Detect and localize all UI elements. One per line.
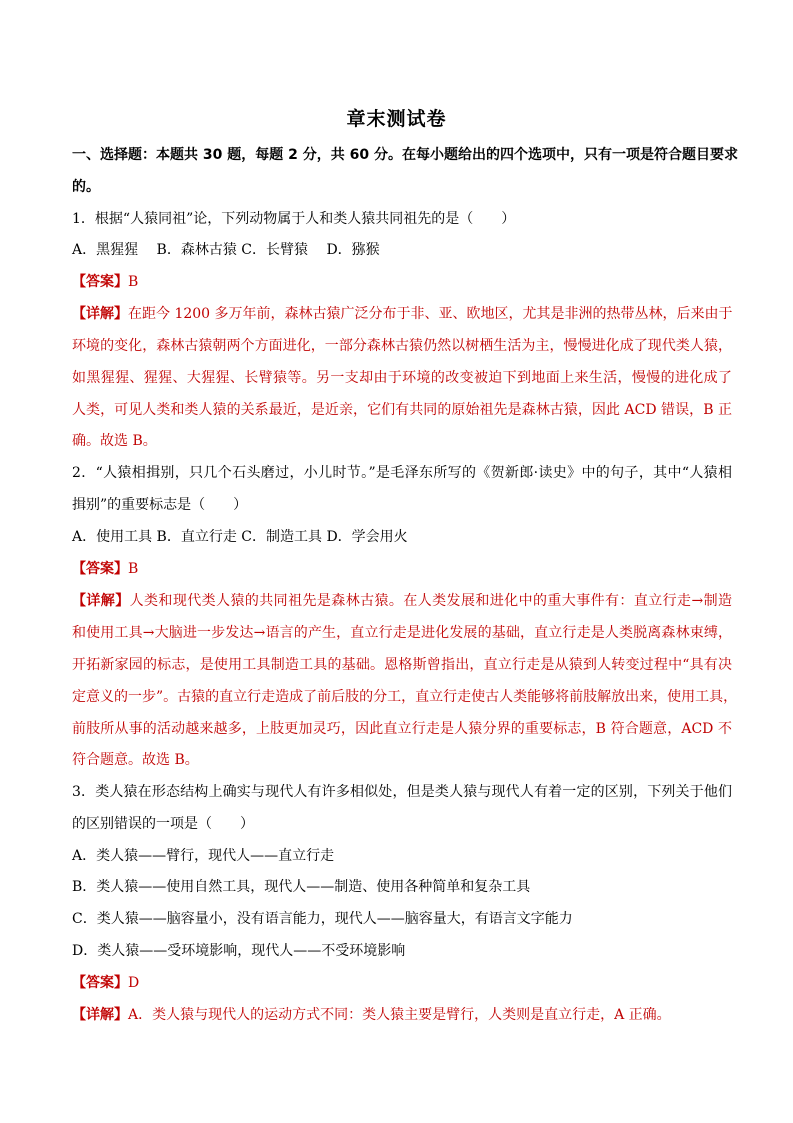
- q3-detail-line-1: [72, 1006, 732, 1024]
- q3-stem-line-2: 的区别错误的一项是（ ）: [72, 816, 254, 832]
- q2-detail-line-4: 定意义的一步”。古猿的直立行走造成了前后肢的分工，直立行走使古人类能够将前肢解放出来，使用工具，: [72, 689, 738, 705]
- page-title: 章末测试卷: [346, 108, 447, 130]
- detail-tag: 【详解】: [72, 1007, 128, 1023]
- q1-detail-line-1: [72, 305, 732, 323]
- q1-options: A．黑猩猩 B．森林古猿 C．长臂猿 D．猕猴: [72, 242, 380, 258]
- q2-detail-line-2: 和使用工具→大脑进一步发达→语言的产生，直立行走是进化发展的基础，直立行走是人类脱离森林束缚，: [72, 625, 732, 641]
- q3-option-b: B．类人猿——使用自然工具，现代人——制造、使用各种简单和复杂工具: [72, 879, 531, 895]
- answer-tag: 【答案】: [72, 561, 128, 577]
- q2-stem-line-1: 2．“人猿相揖别，只几个石头磨过，小儿时节。”是毛泽东所写的《贺新郎·读史》中的句子，其中“人猿相: [72, 465, 732, 481]
- q2-answer: [72, 560, 732, 578]
- q3-answer: [72, 974, 732, 992]
- answer-tag: 【答案】: [72, 975, 128, 991]
- section-instructions-line-2: 的。: [72, 179, 100, 195]
- answer-value: D: [128, 975, 140, 991]
- q3-option-d: D．类人猿——受环境影响，现代人——不受环境影响: [72, 943, 406, 959]
- q2-detail-line-6: 符合题意。故选 B。: [72, 752, 199, 768]
- detail-tag: 【详解】: [72, 306, 128, 322]
- q3-stem-line-1: 3．类人猿在形态结构上确实与现代人有许多相似处，但是类人猿与现代人有着一定的区别，下列关于他们: [72, 784, 732, 800]
- answer-value: B: [128, 274, 139, 290]
- detail-text: 人类和现代类人猿的共同祖先是森林古猿。在人类发展和进化中的重大事件有：直立行走→制造: [129, 593, 732, 609]
- q2-options: A．使用工具 B．直立行走 C．制造工具 D．学会用火: [72, 529, 408, 545]
- q2-detail-line-3: 开拓新家园的标志，是使用工具制造工具的基础。恩格斯曾指出，直立行走是从猿到人转变过程中“具有决: [72, 657, 732, 673]
- q2-detail-line-5: 前肢所从事的活动越来越多，上肢更加灵巧，因此直立行走是人猿分界的重要标志，B 符合题意，ACD 不: [72, 721, 732, 737]
- q3-option-c: C．类人猿——脑容量小，没有语言能力，现代人——脑容量大，有语言文字能力: [72, 911, 573, 927]
- q1-answer: [72, 273, 732, 291]
- q1-detail-line-5: 确。故选 B。: [72, 433, 157, 449]
- q1-detail-line-2: 环境的变化，森林古猿朝两个方面进化，一部分森林古猿仍然以树栖生活为主，慢慢进化成了现代类人猿，: [72, 338, 732, 354]
- q1-detail-line-3: 如黑猩猩、猩猩、大猩猩、长臂猿等。另一支却由于环境的改变被迫下到地面上来生活，慢慢的进化成了: [72, 370, 732, 386]
- detail-tag: 【详解】: [72, 593, 130, 609]
- detail-text: A．类人猿与现代人的运动方式不同：类人猿主要是臂行，人类则是直立行走，A 正确。: [128, 1007, 671, 1023]
- answer-value: B: [128, 561, 139, 577]
- answer-tag: 【答案】: [72, 274, 128, 290]
- q2-stem-line-2: 揖别”的重要标志是（ ）: [72, 497, 248, 513]
- q3-option-a: A．类人猿——臂行，现代人——直立行走: [72, 848, 335, 864]
- q2-detail-line-1: [72, 592, 732, 610]
- q1-stem: 1．根据“人猿同祖”论，下列动物属于人和类人猿共同祖先的是（ ）: [72, 211, 516, 227]
- q1-detail-line-4: 人类，可见人类和类人猿的关系最近，是近亲，它们有共同的原始祖先是森林古猿，因此 ACD 错误，B 正: [72, 402, 732, 418]
- detail-text: 在距今 1200 多万年前，森林古猿广泛分布于非、亚、欧地区，尤其是非洲的热带丛林，后来由于: [128, 306, 733, 322]
- section-instructions-line-1: 一、选择题：本题共 30 题，每题 2 分，共 60 分。在每小题给出的四个选项中，只有一项是符合题目要求: [72, 147, 738, 163]
